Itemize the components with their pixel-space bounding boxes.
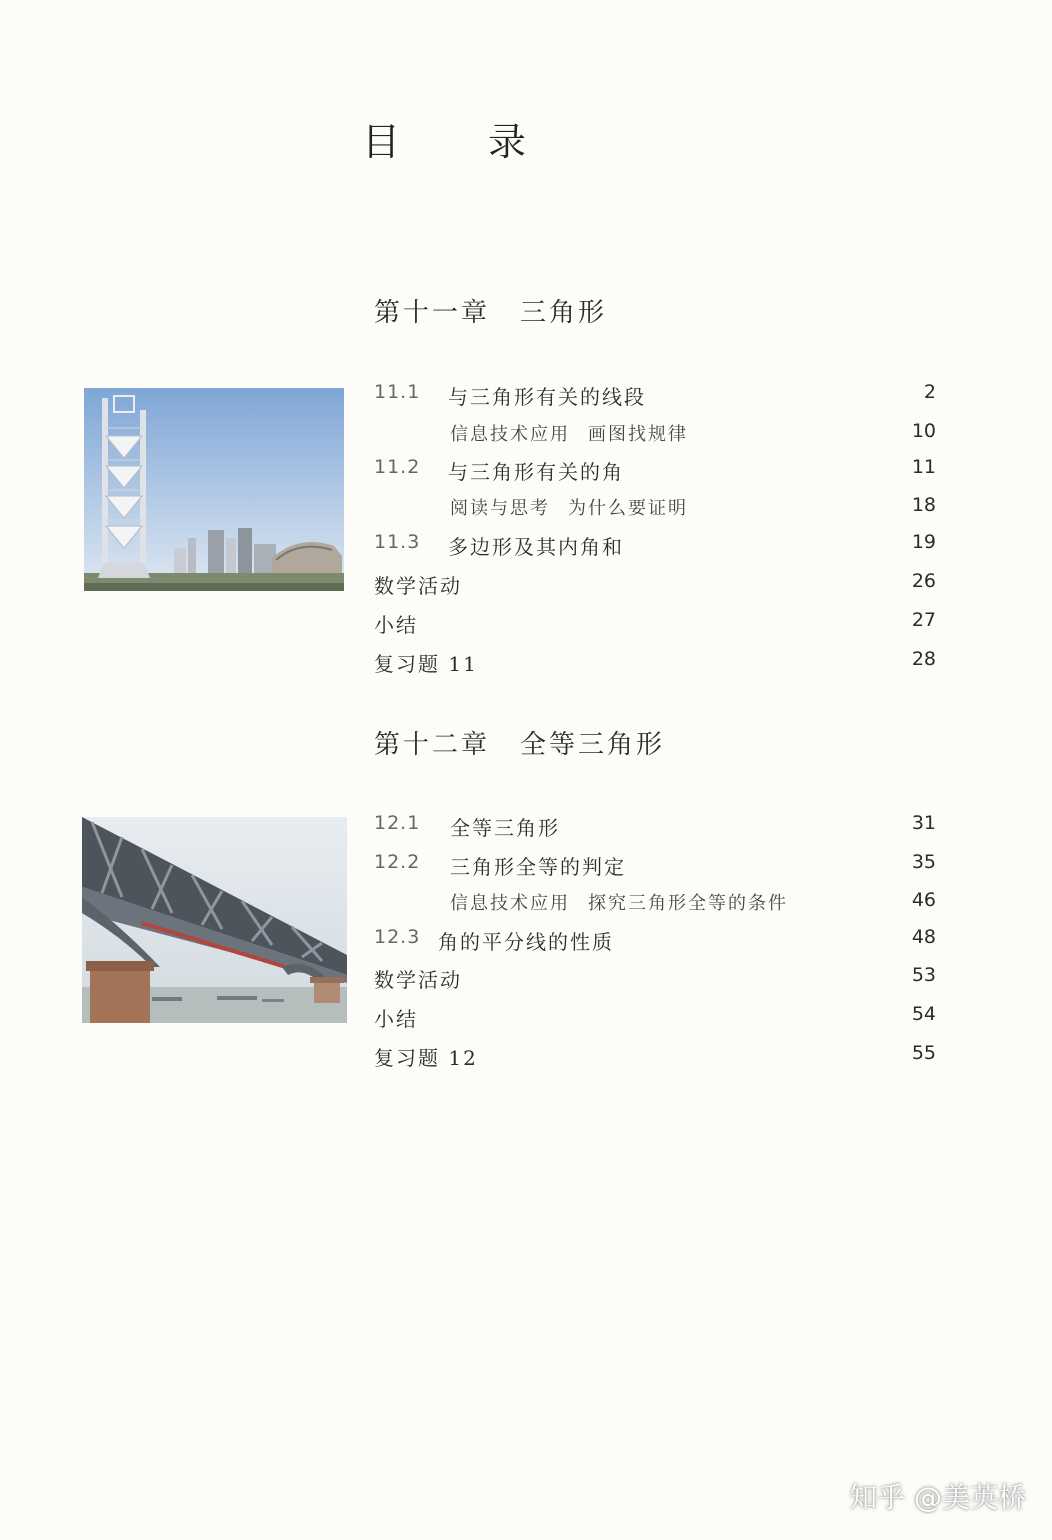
entry-title: 角的平分线的性质: [438, 930, 614, 954]
toc-entry-12-2[interactable]: [374, 851, 936, 885]
entry-section-label: 信息技术应用: [450, 424, 570, 445]
toc-entry-review-11[interactable]: [374, 648, 936, 682]
entry-title: [450, 889, 788, 915]
entry-page: 11: [911, 456, 936, 478]
entry-title: 与三角形有关的线段: [448, 385, 646, 409]
watermark: 知乎 @美英桥: [849, 1481, 1026, 1514]
toc-entry-summary-11[interactable]: [374, 609, 936, 643]
toc-entry-12-3[interactable]: [374, 926, 936, 960]
entry-title: [450, 420, 688, 446]
title-char-1: 目: [362, 120, 401, 164]
entry-title: 三角形全等的判定: [450, 855, 626, 879]
entry-page: 26: [911, 570, 936, 592]
entry-page: 28: [911, 648, 936, 670]
entry-page: 2: [923, 381, 936, 403]
toc-entry-summary-12[interactable]: [374, 1003, 936, 1037]
entry-title: 多边形及其内角和: [448, 535, 624, 559]
toc-entry-reading-11[interactable]: [374, 494, 936, 528]
entry-page: 10: [911, 420, 936, 442]
entry-page: 55: [911, 1042, 936, 1064]
entry-title: 小结: [374, 1007, 418, 1031]
toc-entry-11-3[interactable]: [374, 531, 936, 565]
toc-title: [0, 114, 1052, 174]
entry-number: 11.2: [374, 456, 421, 478]
entry-title: [450, 494, 688, 520]
chapter-11-photo-tower: [84, 388, 344, 591]
chapter-12-heading: [374, 724, 665, 761]
entry-title: 数学活动: [374, 968, 462, 992]
entry-title: 全等三角形: [450, 816, 560, 840]
title-char-2: 录: [488, 120, 527, 164]
entry-topic: 为什么要证明: [568, 498, 688, 519]
toc-entry-activity-12[interactable]: [374, 964, 936, 998]
entry-number: 11.1: [374, 381, 421, 403]
entry-title: 与三角形有关的角: [448, 460, 624, 484]
entry-number: 12.2: [374, 851, 421, 873]
chapter-11-name: 三角形: [520, 298, 608, 328]
entry-section-label: 信息技术应用: [450, 893, 570, 914]
toc-entry-info-tech-11[interactable]: [374, 420, 936, 454]
toc-entry-review-12[interactable]: [374, 1042, 936, 1076]
entry-number: 12.1: [374, 812, 421, 834]
entry-topic: 探究三角形全等的条件: [588, 893, 788, 914]
entry-page: 19: [911, 531, 936, 553]
entry-number: 11.3: [374, 531, 421, 553]
entry-page: 35: [911, 851, 936, 873]
entry-title: 数学活动: [374, 574, 462, 598]
toc-entry-info-tech-12[interactable]: [374, 889, 936, 923]
entry-page: 53: [911, 964, 936, 986]
chapter-12-name: 全等三角形: [520, 730, 666, 760]
entry-page: 46: [911, 889, 936, 911]
entry-page: 54: [911, 1003, 936, 1025]
chapter-11-heading: [374, 292, 607, 329]
entry-page: 31: [911, 812, 936, 834]
toc-entry-11-1[interactable]: [374, 381, 936, 415]
toc-entry-activity-11[interactable]: [374, 570, 936, 604]
entry-page: 18: [911, 494, 936, 516]
chapter-12-label: 第十二章: [374, 730, 491, 760]
toc-entry-12-1[interactable]: [374, 812, 936, 846]
entry-topic: 画图找规律: [588, 424, 688, 445]
entry-title: 复习题 11: [374, 652, 478, 676]
toc-entry-11-2[interactable]: [374, 456, 936, 490]
entry-section-label: 阅读与思考: [450, 498, 550, 519]
chapter-11-label: 第十一章: [374, 298, 491, 328]
entry-title: 小结: [374, 613, 418, 637]
entry-title: 复习题 12: [374, 1046, 478, 1070]
entry-page: 48: [911, 926, 936, 948]
entry-number: 12.3: [374, 926, 421, 948]
entry-page: 27: [911, 609, 936, 631]
chapter-12-photo-bridge: [82, 817, 347, 1023]
